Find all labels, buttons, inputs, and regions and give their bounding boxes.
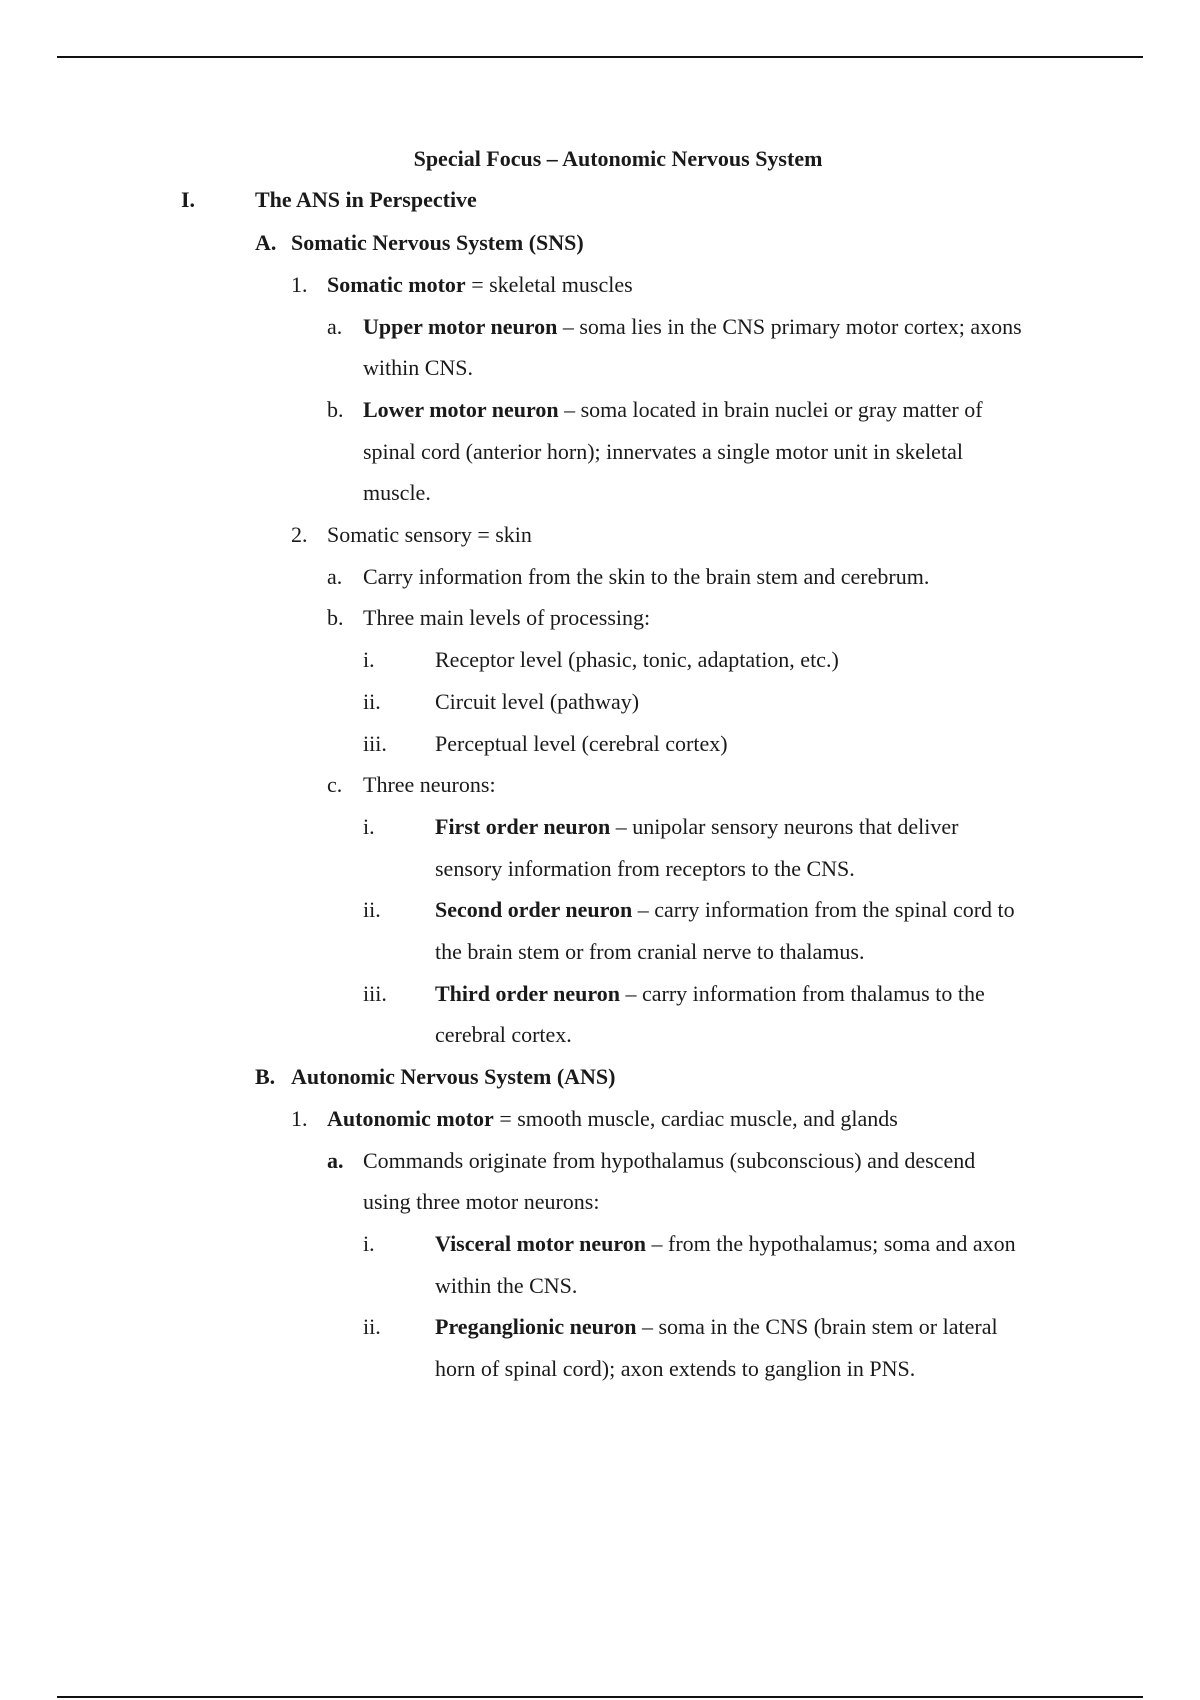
item-a1b-marker: b. [327,397,344,422]
item-a1b-line2: spinal cord (anterior horn); innervates a single motor unit in skeletal [363,439,963,464]
item-a2a-marker: a. [327,564,343,589]
item-a1-term: Somatic motor [327,272,466,297]
item-b1-marker: 1. [291,1106,308,1131]
item-b1a-ii-line2: horn of spinal cord); axon extends to ganglion in PNS. [435,1356,916,1381]
item-a1a-line1 [363,313,1022,341]
item-a2b-iii-marker: iii. [363,731,387,756]
item-b1a-i-line1 [435,1230,1016,1258]
item-a1b-line1 [363,396,983,424]
item-b1a-i-marker: i. [363,1231,375,1256]
section-b-heading: Autonomic Nervous System (ANS) [291,1064,616,1089]
item-b1a-ii-text: – soma in the CNS (brain stem or lateral [636,1314,998,1339]
item-a2c-ii-marker: ii. [363,897,381,922]
item-b1a-i-line2: within the CNS. [435,1273,578,1298]
item-a1a-marker: a. [327,314,343,339]
item-a1-text: = skeletal muscles [465,272,633,297]
item-a2-text: Somatic sensory = skin [327,522,532,547]
item-a2b-ii-text: Circuit level (pathway) [435,689,640,714]
item-a2c-ii-line2: the brain stem or from cranial nerve to thalamus. [435,939,865,964]
item-b1-term: Autonomic motor [327,1106,494,1131]
item-a2c-ii-line1 [435,896,1015,924]
item-a2c-i-term: First order neuron [435,814,611,839]
item-a2b-ii-marker: ii. [363,689,381,714]
item-a2c-ii-term: Second order neuron [435,897,633,922]
item-b1a-marker: a. [327,1148,344,1173]
item-b1a-i-text: – from the hypothalamus; soma and axon [646,1231,1016,1256]
item-a1a-term: Upper motor neuron [363,314,558,339]
item-b1a-line1: Commands originate from hypothalamus (subconscious) and descend [363,1148,976,1173]
bottom-rule [57,1696,1143,1698]
item-a2c-iii-line1 [435,980,985,1008]
section-a-heading: Somatic Nervous System (SNS) [291,230,584,255]
item-a2c-iii-line2: cerebral cortex. [435,1022,572,1047]
item-b1a-ii-term: Preganglionic neuron [435,1314,637,1339]
item-a2c-i-line1 [435,813,958,841]
top-rule [57,56,1143,58]
item-b1 [327,1105,898,1133]
item-a2c-marker: c. [327,772,343,797]
item-a2c-i-text: – unipolar sensory neurons that deliver [610,814,959,839]
section-a-marker: A. [255,230,277,255]
item-a1b-line3: muscle. [363,480,431,505]
item-a2b-marker: b. [327,605,344,630]
item-b1a-i-term: Visceral motor neuron [435,1231,647,1256]
page-title: Special Focus – Autonomic Nervous System [413,146,823,171]
item-a2b-text: Three main levels of processing: [363,605,651,630]
item-a1a-text: – soma lies in the CNS primary motor cortex; axons [557,314,1022,339]
section-i-heading: The ANS in Perspective [255,187,477,212]
item-a2c-ii-text: – carry information from the spinal cord to [632,897,1015,922]
item-a1b-text: – soma located in brain nuclei or gray matter of [558,397,983,422]
item-a2c-iii-term: Third order neuron [435,981,620,1006]
section-b-marker: B. [255,1064,276,1089]
item-a2c-iii-text: – carry information from thalamus to the [620,981,985,1006]
item-a2c-iii-marker: iii. [363,981,387,1006]
item-a2a-text: Carry information from the skin to the brain stem and cerebrum. [363,564,930,589]
item-b1a-ii-line1 [435,1313,998,1341]
item-a1a-line2: within CNS. [363,355,474,380]
item-a2b-iii-text: Perceptual level (cerebral cortex) [435,731,728,756]
item-a2c-i-line2: sensory information from receptors to the CNS. [435,856,855,881]
item-b1a-ii-marker: ii. [363,1314,381,1339]
item-a2b-i-text: Receptor level (phasic, tonic, adaptation, etc.) [435,647,839,672]
item-a2c-i-marker: i. [363,814,375,839]
item-a1 [327,271,633,299]
item-a2b-i-marker: i. [363,647,375,672]
item-b1a-line2: using three motor neurons: [363,1189,600,1214]
item-a1-marker: 1. [291,272,308,297]
item-a2c-text: Three neurons: [363,772,496,797]
section-i-marker: I. [181,187,196,212]
item-b1-text: = smooth muscle, cardiac muscle, and glands [493,1106,898,1131]
item-a1b-term: Lower motor neuron [363,397,559,422]
item-a2-marker: 2. [291,522,308,547]
